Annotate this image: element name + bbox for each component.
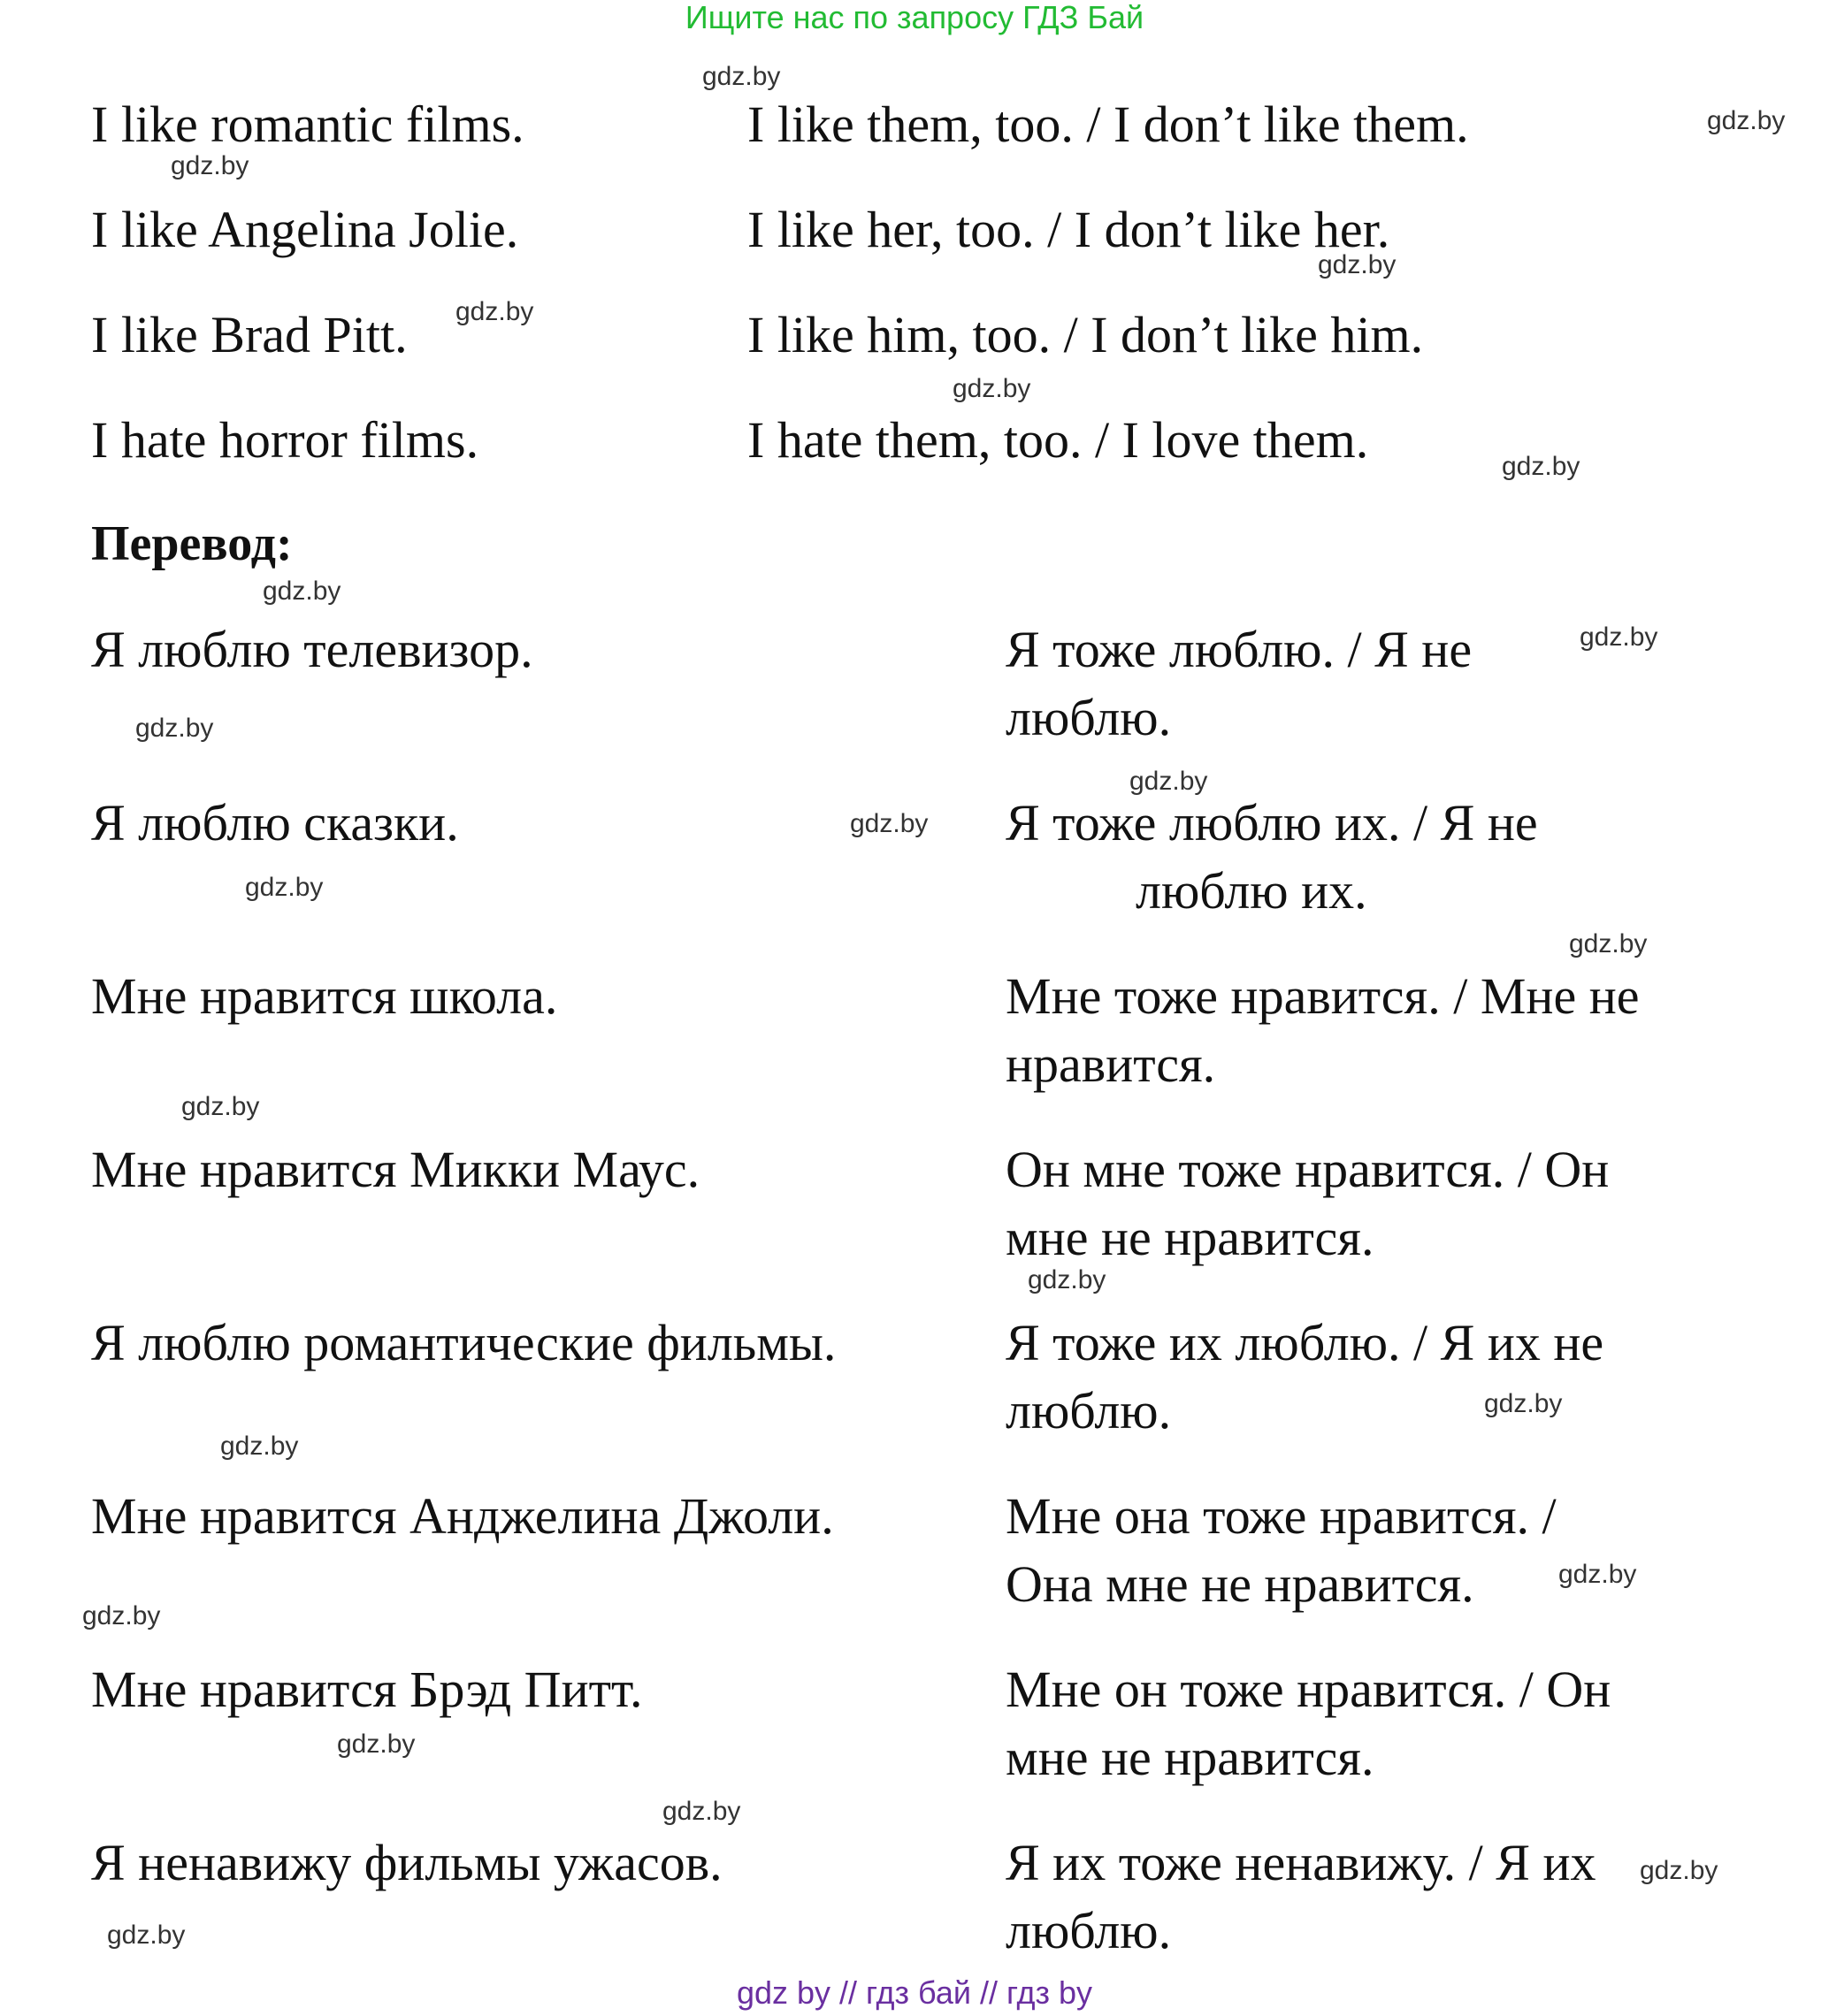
- translation-response-5b: люблю.: [1006, 1382, 1172, 1439]
- watermark: gdz.by: [245, 873, 324, 902]
- translation-statement-6: Мне нравится Анджелина Джоли.: [91, 1487, 834, 1545]
- translation-response-1a: Я тоже люблю. / Я не: [1006, 621, 1473, 678]
- translation-response-7b: мне не нравится.: [1006, 1729, 1374, 1786]
- watermark: gdz.by: [181, 1092, 260, 1121]
- translation-statement-5: Я люблю романтические фильмы.: [91, 1314, 837, 1371]
- translation-statement-8: Я ненавижу фильмы ужасов.: [91, 1834, 723, 1891]
- translation-response-4a: Он мне тоже нравится. / Он: [1006, 1141, 1610, 1198]
- translation-response-3a: Мне тоже нравится. / Мне не: [1006, 967, 1640, 1025]
- watermark: gdz.by: [171, 151, 249, 180]
- english-statement-3: I like Brad Pitt.: [91, 306, 408, 363]
- watermark: gdz.by: [953, 374, 1031, 403]
- watermark: gdz.by: [107, 1921, 186, 1950]
- watermark: gdz.by: [337, 1730, 416, 1759]
- footer-links[interactable]: gdz by // гдз бай // гдз by: [736, 1974, 1093, 2011]
- watermark: gdz.by: [1707, 106, 1786, 135]
- translation-statement-2: Я люблю сказки.: [91, 794, 459, 851]
- translation-heading: Перевод:: [91, 516, 293, 571]
- watermark: gdz.by: [1129, 767, 1208, 796]
- watermark: gdz.by: [662, 1797, 741, 1826]
- english-statement-2: I like Angelina Jolie.: [91, 201, 519, 258]
- watermark: gdz.by: [220, 1432, 299, 1461]
- watermark: gdz.by: [1318, 250, 1397, 279]
- watermark: gdz.by: [82, 1601, 161, 1630]
- translation-response-2a: Я тоже люблю их. / Я не: [1006, 794, 1538, 851]
- watermark: gdz.by: [1484, 1389, 1563, 1418]
- watermark: gdz.by: [1502, 452, 1580, 481]
- header-promo-link[interactable]: Ищите нас по запросу ГДЗ Бай: [685, 0, 1144, 35]
- watermark: gdz.by: [263, 577, 341, 606]
- translation-statement-3: Мне нравится школа.: [91, 967, 558, 1025]
- translation-response-8a: Я их тоже ненавижу. / Я их: [1006, 1834, 1596, 1891]
- watermark: gdz.by: [850, 809, 929, 838]
- translation-response-5a: Я тоже их люблю. / Я их не: [1006, 1314, 1604, 1371]
- watermark: gdz.by: [455, 297, 534, 326]
- translation-response-4b: мне не нравится.: [1006, 1209, 1374, 1266]
- english-statement-1: I like romantic films.: [91, 95, 524, 153]
- translation-statement-1: Я люблю телевизор.: [91, 621, 533, 678]
- english-response-4: I hate them, too. / I love them.: [747, 411, 1369, 469]
- watermark: gdz.by: [1640, 1856, 1718, 1885]
- translation-statement-4: Мне нравится Микки Маус.: [91, 1141, 700, 1198]
- translation-response-7a: Мне он тоже нравится. / Он: [1006, 1661, 1611, 1718]
- english-response-2: I like her, too. / I don’t like her.: [747, 201, 1390, 258]
- translation-statement-7: Мне нравится Брэд Питт.: [91, 1661, 643, 1718]
- english-response-3: I like him, too. / I don’t like him.: [747, 306, 1424, 363]
- watermark: gdz.by: [1580, 622, 1658, 652]
- translation-response-3b: нравится.: [1006, 1035, 1216, 1093]
- watermark: gdz.by: [135, 714, 214, 743]
- english-response-1: I like them, too. / I don’t like them.: [747, 95, 1469, 153]
- watermark: gdz.by: [702, 62, 781, 91]
- watermark: gdz.by: [1028, 1265, 1106, 1294]
- watermark: gdz.by: [1569, 929, 1648, 958]
- translation-response-6a: Мне она тоже нравится. /: [1006, 1487, 1557, 1545]
- translation-response-1b: люблю.: [1006, 689, 1172, 746]
- translation-response-2b: люблю их.: [1136, 862, 1367, 920]
- translation-response-8b: люблю.: [1006, 1902, 1172, 1959]
- watermark: gdz.by: [1558, 1560, 1637, 1589]
- english-statement-4: I hate horror films.: [91, 411, 479, 469]
- translation-response-6b: Она мне не нравится.: [1006, 1555, 1474, 1613]
